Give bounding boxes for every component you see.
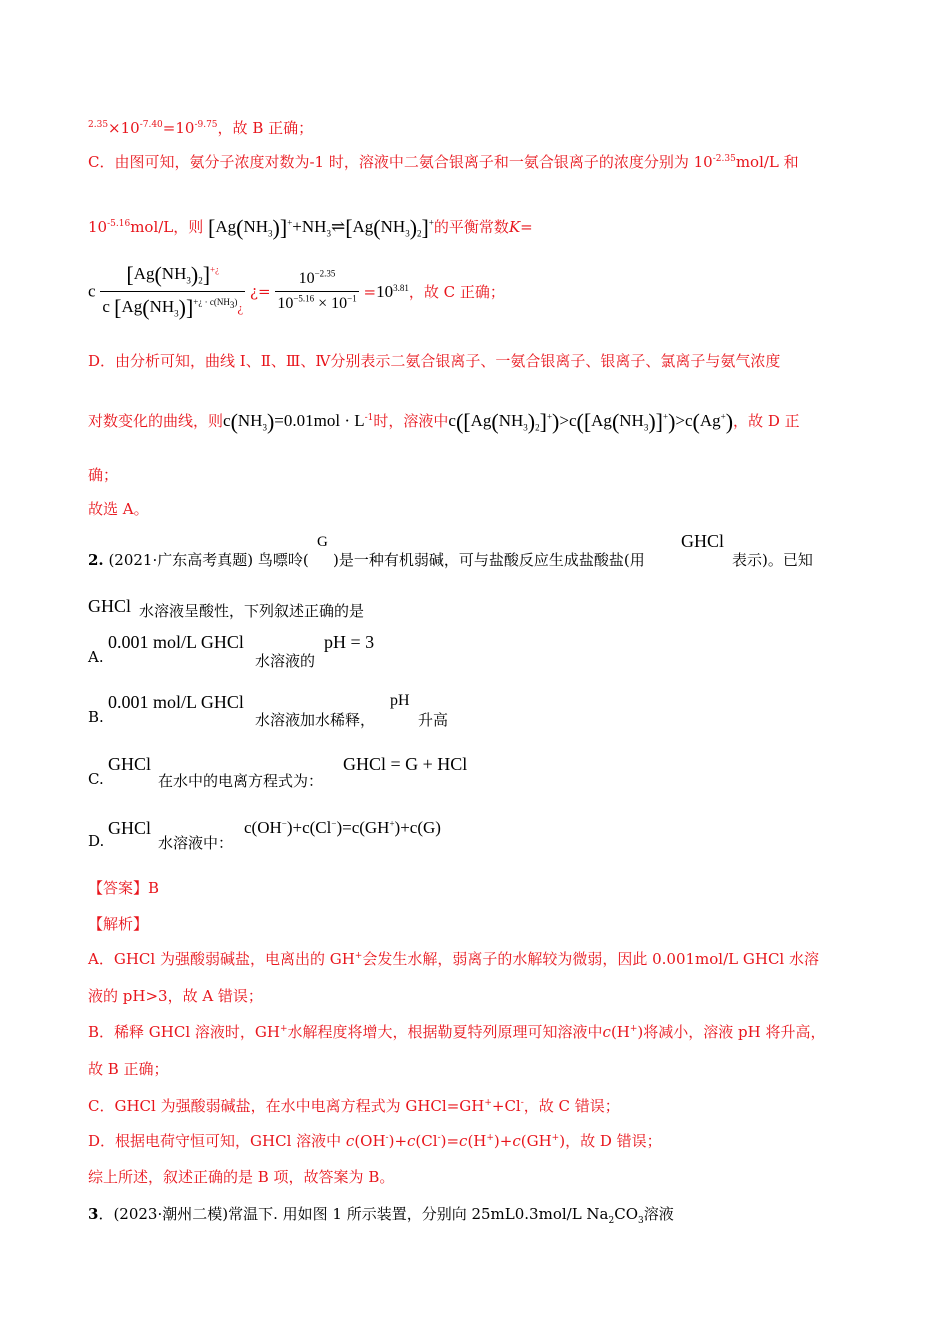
- q2-stem-line2: GHCl 水溶液呈酸性，下列叙述正确的是: [88, 596, 365, 620]
- complex-equation: $[Ag(NH_3)]^++NH_3\rightleftharpoons[Ag(NH_3)_2]^+$: [208, 215, 434, 240]
- concentration-inequality: $c([Ag(NH_3)_2]^+)>c([Ag(NH_3)]^+)>c(Ag^+)$: [448, 409, 734, 434]
- q2-explain-c: C．GHCl 为强酸弱碱盐，在水中电离方程式为 GHCl=GH++Cl-，故 C 错误；: [88, 1097, 620, 1115]
- q2-summary: 综上所述，叙述正确的是 B 项，故答案为 B。: [88, 1168, 395, 1186]
- q2-answer: 【答案】B: [88, 879, 160, 897]
- q1-conclusion: 故选 A。: [88, 500, 149, 518]
- q1-option-d-text: D．由分析可知，曲线 I、Ⅱ、Ⅲ、Ⅳ分别表示二氨合银离子、一氨合银离子、银离子、氯离子与氨气浓度: [88, 352, 781, 370]
- q1-option-d-line3: 确；: [88, 466, 119, 484]
- q2-explain-b-line1: B．稀释 GHCl 溶液时，GH+水解程度将增大，根据勒夏特列原理可知溶液中c(H+)将减小，溶液 pH 将升高，: [88, 1023, 826, 1041]
- q2-explain-a-line2: 液的 pH>3，故 A 错误；: [88, 987, 263, 1005]
- q1-tail-line: $^{2.35}\times 10^{-7.40}=10^{-9.75}$，故 B 正确；: [88, 119, 314, 137]
- q2-option-c[interactable]: C. GHCl 在水中的电离方程式为： GHCl = G + HCl: [88, 754, 468, 790]
- q2-explain-b-line2: 故 B 正确；: [88, 1060, 169, 1078]
- q2-explain-d: D．根据电荷守恒可知，GHCl 溶液中 c(OH-)+c(Cl-)=c(H+)+c(GH+)，故 D 错误；: [88, 1132, 662, 1150]
- equilibrium-constant-formula: c $\frac{[Ag(NH_3)_2]^{+¿}}{c [Ag(NH_3)]^{+¿ \cdot c(NH_3)}¿}$ ¿= $\frac{10^{-2.35}}{10^{-5.16} \times 10^{-1}}$ $=10^{3.81}$，故 C 正确；: [88, 262, 505, 320]
- q1-option-c-equation-line: $10^{-5.16}mol/L$，则 $[Ag(NH_3)]^++NH_3\rightleftharpoons[Ag(NH_3)_2]^+$的平衡常数K=: [88, 215, 533, 240]
- q2-stem-line1: 2. (2021·广东高考真题) 鸟嘌呤( G )是一种有机弱碱，可与盐酸反应生成盐酸盐(用 GHCl 表示)。已知: [88, 531, 813, 569]
- q1-option-c-text: C．由图可知，氨分子浓度对数为-1 时，溶液中二氨合银离子和一氨合银离子的浓度分别为 $10^{-2.35}mol/L$ 和: [88, 153, 799, 171]
- q3-stem: 3．(2023·潮州二模)常温下. 用如图 1 所示装置，分别向 25mL0.3mol/L $Na_2CO_3$溶液: [88, 1205, 674, 1226]
- q2-analysis-tag: 【解析】: [88, 915, 149, 933]
- q2-option-a[interactable]: A. 0.001 mol/L GHCl 水溶液的 pH = 3: [88, 632, 375, 670]
- q2-option-b[interactable]: B. 0.001 mol/L GHCl 水溶液加水稀释， pH 升高: [88, 692, 449, 729]
- q2-explain-a-line1: A．GHCl 为强酸弱碱盐，电离出的 GH+会发生水解，弱离子的水解较为微弱，因此 0.001mol/L GHCl 水溶: [88, 950, 819, 968]
- q1-option-d-line2: 对数变化的曲线，则$c(NH_3)=0.01mol \cdot L^{-1}$时，溶液中$c([Ag(NH_3)_2]^+)>c([Ag(NH_3)]^+)>c(Ag^+)$，故 D 正: [88, 409, 800, 434]
- q2-option-d[interactable]: D. GHCl 水溶液中： c(OH−)+c(Cl−)=c(GH+)+c(G): [88, 818, 441, 852]
